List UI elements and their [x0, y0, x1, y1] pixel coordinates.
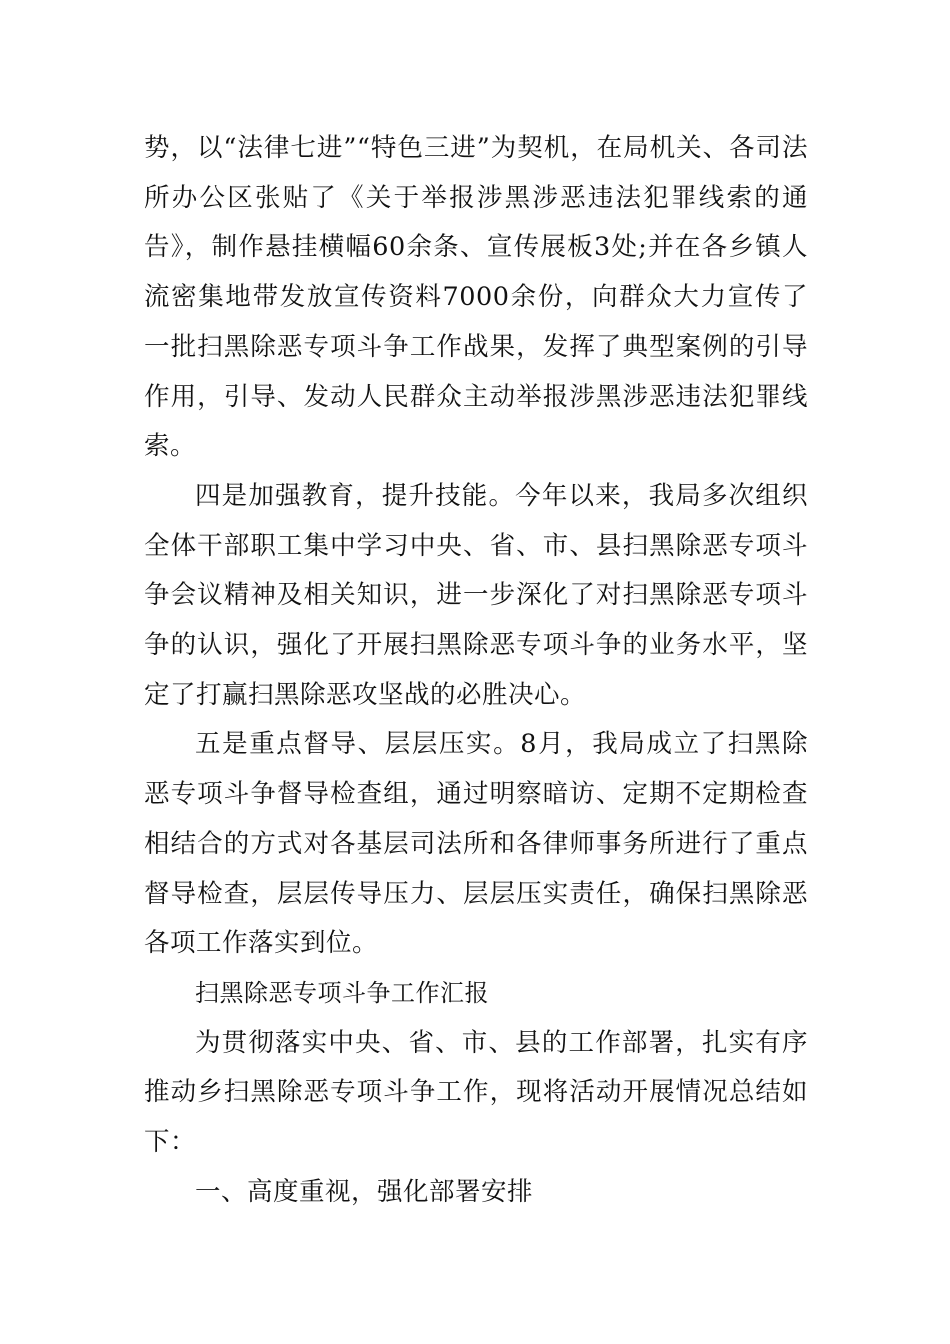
paragraph-publicity-continued: 势，以“法律七进”“特色三进”为契机，在局机关、各司法所办公区张贴了《关于举报涉黑涉恶违法犯罪线索的通告》，制作悬挂横幅60余条、宣传展板3处;并在各乡镇人流密集地带发放宣传资料7000余份，向群众大力宣传了一批扫黑除恶专项斗争工作战果，发挥了典型案例的引导作用，引导、发动人民群众主动举报涉黑涉恶违法犯罪线索。	[144, 133, 808, 462]
paragraph-education: 四是加强教育，提升技能。今年以来，我局多次组织全体干部职工集中学习中央、省、市、县扫黑除恶专项斗争会议精神及相关知识，进一步深化了对扫黑除恶专项斗争的认识，强化了开展扫黑除恶专项斗争的业务水平，坚定了打赢扫黑除恶攻坚战的必胜决心。	[144, 480, 808, 710]
section-heading-one: 一、高度重视，强化部署安排	[195, 1176, 534, 1207]
paragraph-supervision: 五是重点督导、层层压实。8月，我局成立了扫黑除恶专项斗争督导检查组，通过明察暗访、定期不定期检查相结合的方式对各基层司法所和各律师事务所进行了重点督导检查，层层传导压力、层层压实责任，确保扫黑除恶各项工作落实到位。	[144, 729, 808, 959]
paragraph-introduction: 为贯彻落实中央、省、市、县的工作部署，扎实有序推动乡扫黑除恶专项斗争工作，现将活动开展情况总结如下：	[144, 1027, 808, 1158]
document-body	[144, 124, 808, 1217]
report-title: 扫黑除恶专项斗争工作汇报	[195, 978, 489, 1007]
